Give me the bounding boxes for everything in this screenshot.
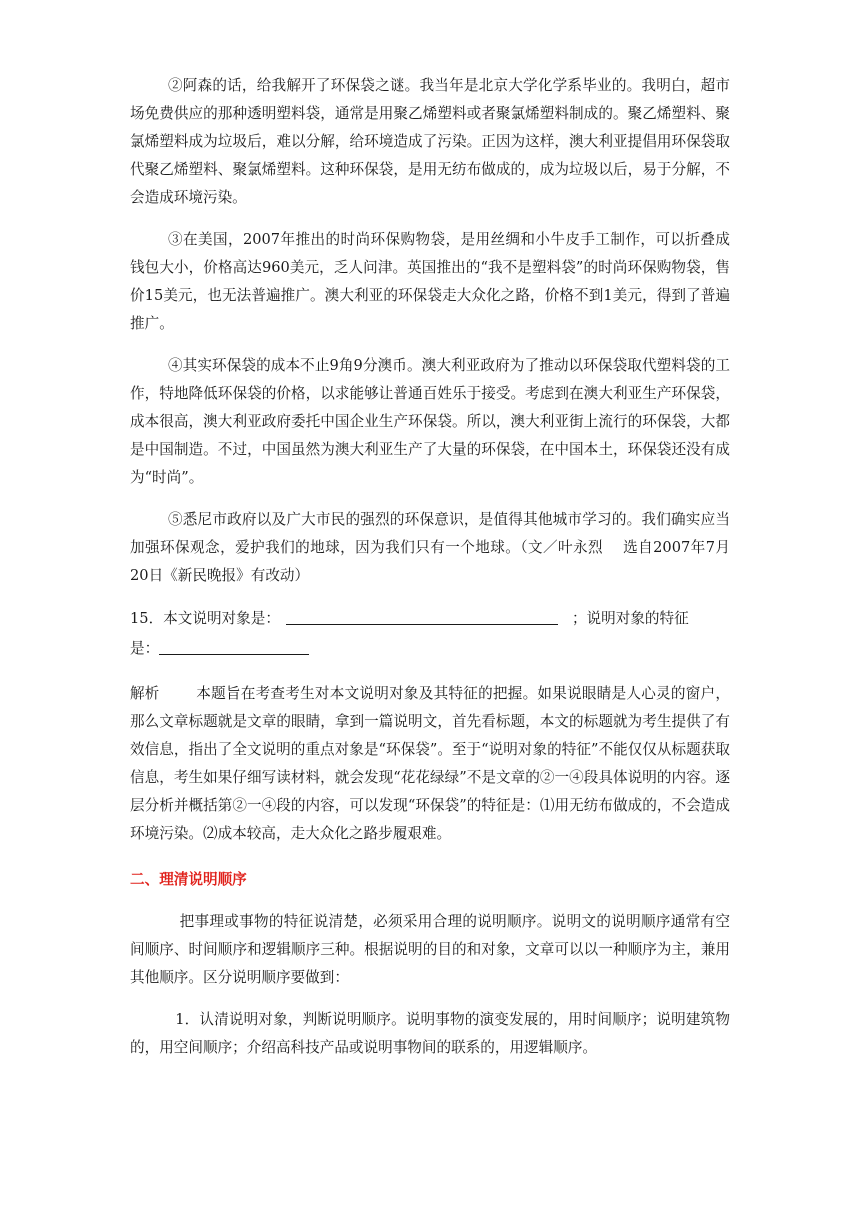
document-page bbox=[130, 72, 730, 1062]
paragraph-5: ⑤悉尼市政府以及广大市民的强烈的环保意识，是值得其他城市学习的。我们确实应当加强环保观念，爱护我们的地球，因为我们只有一个地球。（文／叶永烈 选自2007年7月20日《新民晚报》有改动） bbox=[130, 511, 730, 584]
answer-blank-feature[interactable] bbox=[159, 638, 309, 655]
list-item-1: 1．认清说明对象，判断说明顺序。说明事物的演变发展的，用时间顺序；说明建筑物的，用空间顺序；介绍高科技产品或说明事物间的联系的，用逻辑顺序。 bbox=[130, 1011, 730, 1056]
analysis-tag: 解析 bbox=[130, 685, 160, 702]
paragraph-4: ④其实环保袋的成本不止9角9分澳币。澳大利亚政府为了推动以环保袋取代塑料袋的工作，特地降低环保袋的价格，以求能够让普通百姓乐于接受。考虑到在澳大利亚生产环保袋，成本很高，澳大利亚政府委托中国企业生产环保袋。所以，澳大利亚街上流行的环保袋，大都是中国制造。不过，中国虽然为澳大利亚生产了大量的环保袋，在中国本土，环保袋还没有成为“时尚”。 bbox=[130, 357, 730, 486]
paragraph-2: ②阿森的话，给我解开了环保袋之谜。我当年是北京大学化学系毕业的。我明白，超市场免费供应的那种透明塑料袋，通常是用聚乙烯塑料或者聚氯烯塑料制成的。聚乙烯塑料、聚氯烯塑料成为垃圾后，难以分解，给环境造成了污染。正因为这样，澳大利亚提倡用环保袋取代聚乙烯塑料、聚氯烯塑料。这种环保袋，是用无纺布做成的，成为垃圾以后，易于分解，不会造成环境污染。 bbox=[130, 77, 730, 206]
question-prompt-2: 是： bbox=[130, 640, 160, 657]
analysis-paragraph bbox=[130, 680, 730, 848]
section-heading: 二、理清说明顺序 bbox=[130, 871, 247, 888]
question-15 bbox=[130, 604, 730, 664]
paragraph-3: ③在美国，2007年推出的时尚环保购物袋，是用丝绸和小牛皮手工制作，可以折叠成钱包大小，价格高达960美元，乏人问津。英国推出的“我不是塑料袋”的时尚环保购物袋，售价15美元，也无法普遍推广。澳大利亚的环保袋走大众化之路，价格不到1美元，得到了普遍推广。 bbox=[130, 231, 730, 332]
question-prompt: 本文说明对象是： bbox=[163, 610, 280, 627]
answer-blank-object[interactable] bbox=[286, 608, 558, 625]
section-intro: 把事理或事物的特征说清楚，必须采用合理的说明顺序。说明文的说明顺序通常有空间顺序、时间顺序和逻辑顺序三种。根据说明的目的和对象，文章可以以一种顺序为主，兼用其他顺序。区分说明顺序要做到： bbox=[130, 913, 730, 986]
analysis-text: 本题旨在考查考生对本文说明对象及其特征的把握。如果说眼睛是人心灵的窗户，那么文章标题就是文章的眼睛，拿到一篇说明文，首先看标题，本文的标题就为考生提供了有效信息，指出了全文说明的重点对象是“环保袋”。至于“说明对象的特征”不能仅仅从标题获取信息，考生如果仔细写读材料，就会发现“花花绿绿”不是文章的②一④段具体说明的内容。逐层分析并概括第②一④段的内容，可以发现“环保袋”的特征是：⑴用无纺布做成的，不会造成环境污染。⑵成本较高，走大众化之路步履艰难。 bbox=[130, 685, 730, 842]
question-number: 15． bbox=[130, 610, 164, 627]
question-separator: ；说明对象的特征 bbox=[571, 610, 689, 627]
